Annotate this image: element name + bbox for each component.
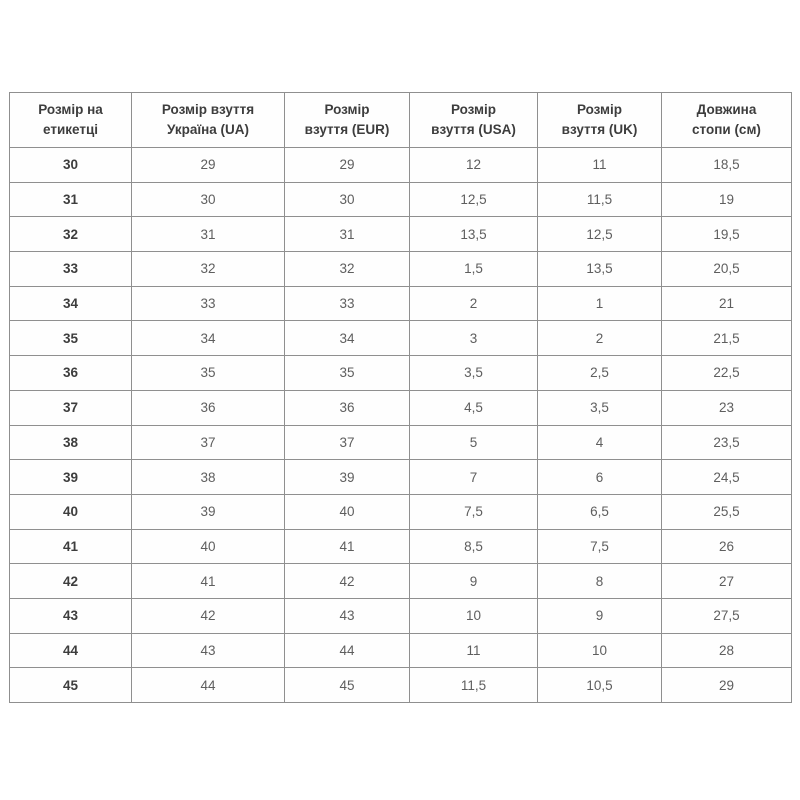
table-row xyxy=(10,321,792,356)
size-value-cell: 39 xyxy=(132,494,285,529)
header-line: Розмір взуття xyxy=(161,102,255,117)
header-line: Розмір на xyxy=(38,102,103,117)
header-line: взуття (USA) xyxy=(431,122,516,137)
size-value-cell: 3,5 xyxy=(410,356,538,391)
table-row xyxy=(10,633,792,668)
size-value-cell: 11 xyxy=(538,148,662,183)
header-eur-size xyxy=(285,93,410,148)
label-size-cell: 33 xyxy=(10,252,132,287)
size-value-cell: 28 xyxy=(662,633,792,668)
size-value-cell: 5 xyxy=(410,425,538,460)
size-value-cell: 37 xyxy=(285,425,410,460)
size-value-cell: 42 xyxy=(285,564,410,599)
label-size-cell: 37 xyxy=(10,390,132,425)
header-line: Довжина xyxy=(696,102,757,117)
label-size-cell: 40 xyxy=(10,494,132,529)
size-value-cell: 9 xyxy=(538,598,662,633)
size-value-cell: 40 xyxy=(285,494,410,529)
size-value-cell: 29 xyxy=(132,148,285,183)
size-value-cell: 9 xyxy=(410,564,538,599)
size-value-cell: 10 xyxy=(410,598,538,633)
size-value-cell: 40 xyxy=(132,529,285,564)
size-value-cell: 39 xyxy=(285,460,410,495)
size-value-cell: 6,5 xyxy=(538,494,662,529)
size-value-cell: 21 xyxy=(662,286,792,321)
table-row xyxy=(10,252,792,287)
header-uk-size xyxy=(538,93,662,148)
size-value-cell: 29 xyxy=(662,668,792,703)
size-value-cell: 10 xyxy=(538,633,662,668)
size-value-cell: 43 xyxy=(132,633,285,668)
header-line: взуття (UK) xyxy=(561,122,638,137)
size-value-cell: 34 xyxy=(285,321,410,356)
size-value-cell: 7 xyxy=(410,460,538,495)
table-row xyxy=(10,564,792,599)
size-value-cell: 35 xyxy=(132,356,285,391)
size-value-cell: 19,5 xyxy=(662,217,792,252)
size-value-cell: 24,5 xyxy=(662,460,792,495)
size-value-cell: 10,5 xyxy=(538,668,662,703)
table-row xyxy=(10,182,792,217)
table-row xyxy=(10,286,792,321)
size-value-cell: 27 xyxy=(662,564,792,599)
label-size-cell: 30 xyxy=(10,148,132,183)
label-size-cell: 43 xyxy=(10,598,132,633)
size-value-cell: 6 xyxy=(538,460,662,495)
header-ua-size xyxy=(132,93,285,148)
size-value-cell: 13,5 xyxy=(538,252,662,287)
size-value-cell: 33 xyxy=(132,286,285,321)
size-value-cell: 29 xyxy=(285,148,410,183)
size-value-cell: 33 xyxy=(285,286,410,321)
size-value-cell: 8,5 xyxy=(410,529,538,564)
size-value-cell: 4 xyxy=(538,425,662,460)
size-value-cell: 1 xyxy=(538,286,662,321)
size-value-cell: 30 xyxy=(285,182,410,217)
label-size-cell: 45 xyxy=(10,668,132,703)
label-size-cell: 39 xyxy=(10,460,132,495)
header-line: Розмір xyxy=(324,102,370,117)
size-value-cell: 44 xyxy=(285,633,410,668)
size-value-cell: 3 xyxy=(410,321,538,356)
header-line: Розмір xyxy=(576,102,623,117)
size-value-cell: 31 xyxy=(132,217,285,252)
header-line: стопи (см) xyxy=(692,122,761,137)
size-value-cell: 36 xyxy=(132,390,285,425)
size-value-cell: 2 xyxy=(538,321,662,356)
size-value-cell: 31 xyxy=(285,217,410,252)
label-size-cell: 34 xyxy=(10,286,132,321)
size-value-cell: 41 xyxy=(285,529,410,564)
size-value-cell: 12,5 xyxy=(538,217,662,252)
size-value-cell: 11,5 xyxy=(538,182,662,217)
size-value-cell: 2 xyxy=(410,286,538,321)
size-value-cell: 32 xyxy=(285,252,410,287)
size-value-cell: 20,5 xyxy=(662,252,792,287)
label-size-cell: 36 xyxy=(10,356,132,391)
size-value-cell: 43 xyxy=(285,598,410,633)
size-value-cell: 19 xyxy=(662,182,792,217)
size-value-cell: 7,5 xyxy=(538,529,662,564)
table-row xyxy=(10,217,792,252)
size-value-cell: 8 xyxy=(538,564,662,599)
size-value-cell: 23 xyxy=(662,390,792,425)
table-row xyxy=(10,529,792,564)
size-value-cell: 30 xyxy=(132,182,285,217)
label-size-cell: 44 xyxy=(10,633,132,668)
header-row xyxy=(10,93,792,148)
size-value-cell: 21,5 xyxy=(662,321,792,356)
size-value-cell: 13,5 xyxy=(410,217,538,252)
table-row xyxy=(10,356,792,391)
size-value-cell: 18,5 xyxy=(662,148,792,183)
table-row xyxy=(10,598,792,633)
size-value-cell: 35 xyxy=(285,356,410,391)
header-usa-size xyxy=(410,93,538,148)
table-row xyxy=(10,668,792,703)
header-line: Україна (UA) xyxy=(166,122,250,137)
size-value-cell: 42 xyxy=(132,598,285,633)
header-line: взуття (EUR) xyxy=(304,122,390,137)
size-value-cell: 25,5 xyxy=(662,494,792,529)
label-size-cell: 41 xyxy=(10,529,132,564)
table-row xyxy=(10,148,792,183)
header-line: Розмір xyxy=(450,102,497,117)
size-value-cell: 26 xyxy=(662,529,792,564)
size-value-cell: 27,5 xyxy=(662,598,792,633)
size-value-cell: 7,5 xyxy=(410,494,538,529)
size-value-cell: 3,5 xyxy=(538,390,662,425)
size-value-cell: 2,5 xyxy=(538,356,662,391)
size-value-cell: 37 xyxy=(132,425,285,460)
size-value-cell: 12,5 xyxy=(410,182,538,217)
size-value-cell: 44 xyxy=(132,668,285,703)
size-value-cell: 34 xyxy=(132,321,285,356)
size-value-cell: 11,5 xyxy=(410,668,538,703)
size-conversion-table xyxy=(9,92,792,703)
table-row xyxy=(10,390,792,425)
size-value-cell: 41 xyxy=(132,564,285,599)
header-line: етикетці xyxy=(43,122,98,137)
label-size-cell: 35 xyxy=(10,321,132,356)
size-value-cell: 45 xyxy=(285,668,410,703)
label-size-cell: 38 xyxy=(10,425,132,460)
header-label-size xyxy=(10,93,132,148)
size-value-cell: 1,5 xyxy=(410,252,538,287)
size-value-cell: 36 xyxy=(285,390,410,425)
size-value-cell: 23,5 xyxy=(662,425,792,460)
header-foot-length xyxy=(662,93,792,148)
size-table-body xyxy=(10,148,792,703)
table-row xyxy=(10,460,792,495)
size-value-cell: 38 xyxy=(132,460,285,495)
label-size-cell: 32 xyxy=(10,217,132,252)
size-value-cell: 11 xyxy=(410,633,538,668)
label-size-cell: 42 xyxy=(10,564,132,599)
size-value-cell: 4,5 xyxy=(410,390,538,425)
size-value-cell: 32 xyxy=(132,252,285,287)
label-size-cell: 31 xyxy=(10,182,132,217)
size-value-cell: 12 xyxy=(410,148,538,183)
table-row xyxy=(10,425,792,460)
size-value-cell: 22,5 xyxy=(662,356,792,391)
table-row xyxy=(10,494,792,529)
